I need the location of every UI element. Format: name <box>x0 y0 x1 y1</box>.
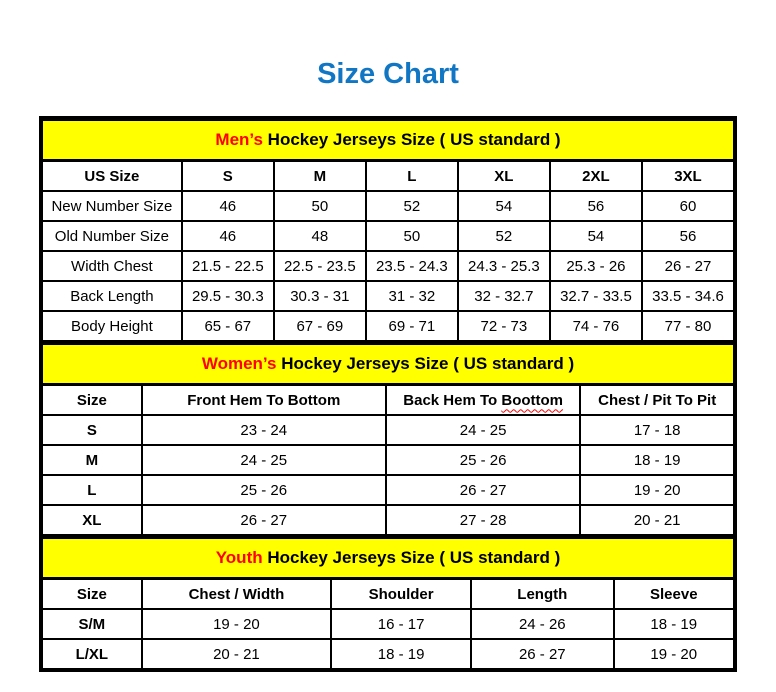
size-value-cell: 25.3 - 26 <box>550 251 642 281</box>
column-header: 2XL <box>550 161 642 192</box>
youth-section-title <box>42 538 734 579</box>
youth-size-table <box>41 536 735 670</box>
size-value-cell: 27 - 28 <box>386 505 580 535</box>
mens-table-row <box>42 221 734 251</box>
column-header: Chest / Width <box>142 579 332 610</box>
section-title-highlight: Youth <box>215 548 263 567</box>
column-header: Chest / Pit To Pit <box>580 385 734 416</box>
column-header: 3XL <box>642 161 734 192</box>
size-value-cell: 19 - 20 <box>580 475 734 505</box>
youth-header-row <box>42 579 734 610</box>
mens-size-table <box>41 118 735 342</box>
size-value-cell: 46 <box>182 191 274 221</box>
size-value-cell: 18 - 19 <box>580 445 734 475</box>
size-value-cell: 77 - 80 <box>642 311 734 341</box>
row-label: Old Number Size <box>42 221 182 251</box>
size-value-cell: 16 - 17 <box>331 609 471 639</box>
column-header: US Size <box>42 161 182 192</box>
row-label: L/XL <box>42 639 142 669</box>
column-header: Size <box>42 579 142 610</box>
size-value-cell: 52 <box>366 191 458 221</box>
column-header: Back Hem To Boottom <box>386 385 580 416</box>
size-value-cell: 25 - 26 <box>142 475 386 505</box>
size-value-cell: 60 <box>642 191 734 221</box>
column-header: Length <box>471 579 614 610</box>
column-header: L <box>366 161 458 192</box>
column-header: S <box>182 161 274 192</box>
size-value-cell: 72 - 73 <box>458 311 550 341</box>
size-value-cell: 74 - 76 <box>550 311 642 341</box>
youth-table-row <box>42 639 734 669</box>
section-title-highlight: Women’s <box>201 354 277 373</box>
mens-header-row <box>42 161 734 192</box>
mens-section-title <box>42 120 734 161</box>
size-value-cell: 20 - 21 <box>142 639 332 669</box>
womens-table-row <box>42 505 734 535</box>
womens-table-row <box>42 445 734 475</box>
size-value-cell: 56 <box>642 221 734 251</box>
size-value-cell: 31 - 32 <box>366 281 458 311</box>
size-value-cell: 24 - 26 <box>471 609 614 639</box>
size-value-cell: 26 - 27 <box>471 639 614 669</box>
size-tables <box>39 116 737 672</box>
page-title: Size Chart <box>317 58 459 90</box>
womens-size-table <box>41 342 735 536</box>
row-label: XL <box>42 505 142 535</box>
size-value-cell: 19 - 20 <box>142 609 332 639</box>
size-value-cell: 20 - 21 <box>580 505 734 535</box>
row-label: M <box>42 445 142 475</box>
size-value-cell: 50 <box>366 221 458 251</box>
row-label: L <box>42 475 142 505</box>
column-header: Sleeve <box>614 579 734 610</box>
size-value-cell: 18 - 19 <box>331 639 471 669</box>
size-value-cell: 21.5 - 22.5 <box>182 251 274 281</box>
size-value-cell: 22.5 - 23.5 <box>274 251 366 281</box>
womens-section-band <box>42 344 734 385</box>
size-value-cell: 32.7 - 33.5 <box>550 281 642 311</box>
size-value-cell: 32 - 32.7 <box>458 281 550 311</box>
size-value-cell: 48 <box>274 221 366 251</box>
row-label: Body Height <box>42 311 182 341</box>
size-value-cell: 54 <box>550 221 642 251</box>
mens-section-band <box>42 120 734 161</box>
row-label: S/M <box>42 609 142 639</box>
column-header: Size <box>42 385 142 416</box>
size-value-cell: 52 <box>458 221 550 251</box>
mens-table-row <box>42 281 734 311</box>
row-label: Back Length <box>42 281 182 311</box>
size-value-cell: 67 - 69 <box>274 311 366 341</box>
row-label: New Number Size <box>42 191 182 221</box>
size-value-cell: 50 <box>274 191 366 221</box>
womens-table-row <box>42 415 734 445</box>
section-title-rest: Hockey Jerseys Size ( US standard ) <box>276 354 575 373</box>
size-value-cell: 24 - 25 <box>386 415 580 445</box>
size-value-cell: 24 - 25 <box>142 445 386 475</box>
size-value-cell: 30.3 - 31 <box>274 281 366 311</box>
size-value-cell: 26 - 27 <box>386 475 580 505</box>
size-value-cell: 46 <box>182 221 274 251</box>
size-value-cell: 29.5 - 30.3 <box>182 281 274 311</box>
row-label: S <box>42 415 142 445</box>
column-header: Shoulder <box>331 579 471 610</box>
size-value-cell: 65 - 67 <box>182 311 274 341</box>
size-value-cell: 54 <box>458 191 550 221</box>
mens-table-row <box>42 191 734 221</box>
size-value-cell: 17 - 18 <box>580 415 734 445</box>
size-value-cell: 18 - 19 <box>614 609 734 639</box>
youth-section-band <box>42 538 734 579</box>
section-title-rest: Hockey Jerseys Size ( US standard ) <box>262 548 561 567</box>
womens-header-row <box>42 385 734 416</box>
size-value-cell: 56 <box>550 191 642 221</box>
mens-table-row <box>42 311 734 341</box>
size-value-cell: 25 - 26 <box>386 445 580 475</box>
size-value-cell: 33.5 - 34.6 <box>642 281 734 311</box>
row-label: Width Chest <box>42 251 182 281</box>
size-value-cell: 23 - 24 <box>142 415 386 445</box>
size-value-cell: 24.3 - 25.3 <box>458 251 550 281</box>
size-value-cell: 26 - 27 <box>642 251 734 281</box>
size-value-cell: 26 - 27 <box>142 505 386 535</box>
column-header: Front Hem To Bottom <box>142 385 386 416</box>
column-header: M <box>274 161 366 192</box>
section-title-highlight: Men’s <box>215 130 263 149</box>
womens-table-row <box>42 475 734 505</box>
mens-table-row <box>42 251 734 281</box>
womens-section-title <box>42 344 734 385</box>
section-title-rest: Hockey Jerseys Size ( US standard ) <box>262 130 561 149</box>
size-value-cell: 19 - 20 <box>614 639 734 669</box>
youth-table-row <box>42 609 734 639</box>
misspelled-word: Boottom <box>501 391 564 409</box>
size-value-cell: 23.5 - 24.3 <box>366 251 458 281</box>
column-header: XL <box>458 161 550 192</box>
size-value-cell: 69 - 71 <box>366 311 458 341</box>
